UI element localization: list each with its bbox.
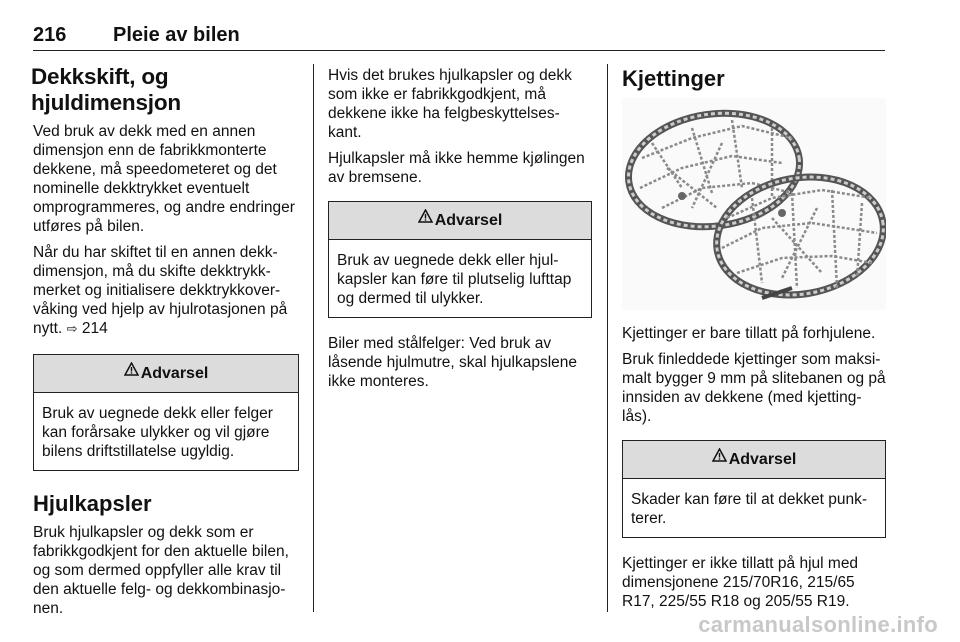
warning-box	[328, 201, 592, 318]
section-title-tire-change: Dekkskift, og hjuldimensjon	[31, 64, 181, 115]
page-reference-icon: ⇨	[66, 321, 78, 336]
paragraph: Kjettinger er bare tillatt på forhjulene.	[622, 325, 876, 342]
snow-chains-image	[622, 98, 886, 310]
paragraph: Bruk finleddede kjettinger som maksi-malt bygger 9 mm på slitebanen og på innsiden av dekkene (med kjetting-lås).	[622, 351, 886, 425]
column-divider	[313, 64, 314, 612]
warning-triangle-icon	[124, 353, 139, 390]
warning-text: Bruk av uegnede dekk eller hjul-kapsler kan føre til plutselig lufttap og dermed til ulykker.	[337, 252, 572, 307]
page-header	[33, 24, 885, 51]
column-divider	[607, 64, 608, 612]
warning-box	[622, 440, 886, 538]
column-3	[622, 64, 886, 618]
warning-triangle-icon	[712, 439, 727, 476]
section-title-snow-chains: Kjettinger	[622, 66, 725, 91]
section-title-hubcaps: Hjulkapsler	[33, 491, 152, 516]
warning-header	[329, 202, 591, 240]
warning-box	[33, 354, 299, 471]
paragraph: Ved bruk av dekk med en annen dimensjon enn de fabrikkmonterte dekkene, må speedometeret og det nominelle dekktrykket eventuelt omprogrammeres, og andre endringer utføres på bilen.	[33, 123, 295, 235]
paragraph-text: Når du har skiftet til en annen dekk-dimensjon, må du skifte dekktrykk-merket og initialisere dekktrykkover-våking ved hjelp av hjulrotasjonen på nytt.	[33, 244, 288, 337]
warning-text: Skader kan føre til at dekket punk-terer.	[631, 491, 868, 527]
paragraph	[33, 243, 299, 338]
warning-header	[623, 441, 885, 479]
page-number: 216	[33, 24, 67, 46]
paragraph: Biler med stålfelger: Ved bruk av låsende hjulmutre, skal hjulkapslene ikke monteres.	[328, 335, 578, 390]
watermark: carmanualsonline.info	[698, 612, 938, 637]
warning-title: Advarsel	[728, 451, 797, 468]
paragraph: Hvis det brukes hjulkapsler og dekk som ikke er fabrikkgodkjent, må dekkene ikke ha felgbeskyttelses-kant.	[328, 67, 572, 141]
page-title: Pleie av bilen	[113, 24, 240, 46]
warning-text: Bruk av uegnede dekk eller felger kan forårsake ulykker og vil gjøre bilens driftstillatelse ugyldig.	[42, 405, 273, 460]
warning-triangle-icon	[418, 200, 433, 237]
warning-header	[34, 355, 298, 393]
warning-title: Advarsel	[140, 365, 209, 382]
page-reference: 214	[81, 320, 108, 337]
column-1	[33, 64, 299, 625]
paragraph: Bruk hjulkapsler og dekk som er fabrikkgodkjent for den aktuelle bilen, og som dermed oppfyller alle krav til den aktuelle felg- og dekkombinasjo-nen.	[33, 524, 289, 617]
warning-title: Advarsel	[434, 212, 503, 229]
column-2	[328, 66, 592, 398]
paragraph: Hjulkapsler må ikke hemme kjølingen av bremsene.	[328, 150, 585, 186]
paragraph: Kjettinger er ikke tillatt på hjul med dimensjonene 215/70R16, 215/65 R17, 225/55 R18 og 205/55 R19.	[622, 555, 859, 610]
